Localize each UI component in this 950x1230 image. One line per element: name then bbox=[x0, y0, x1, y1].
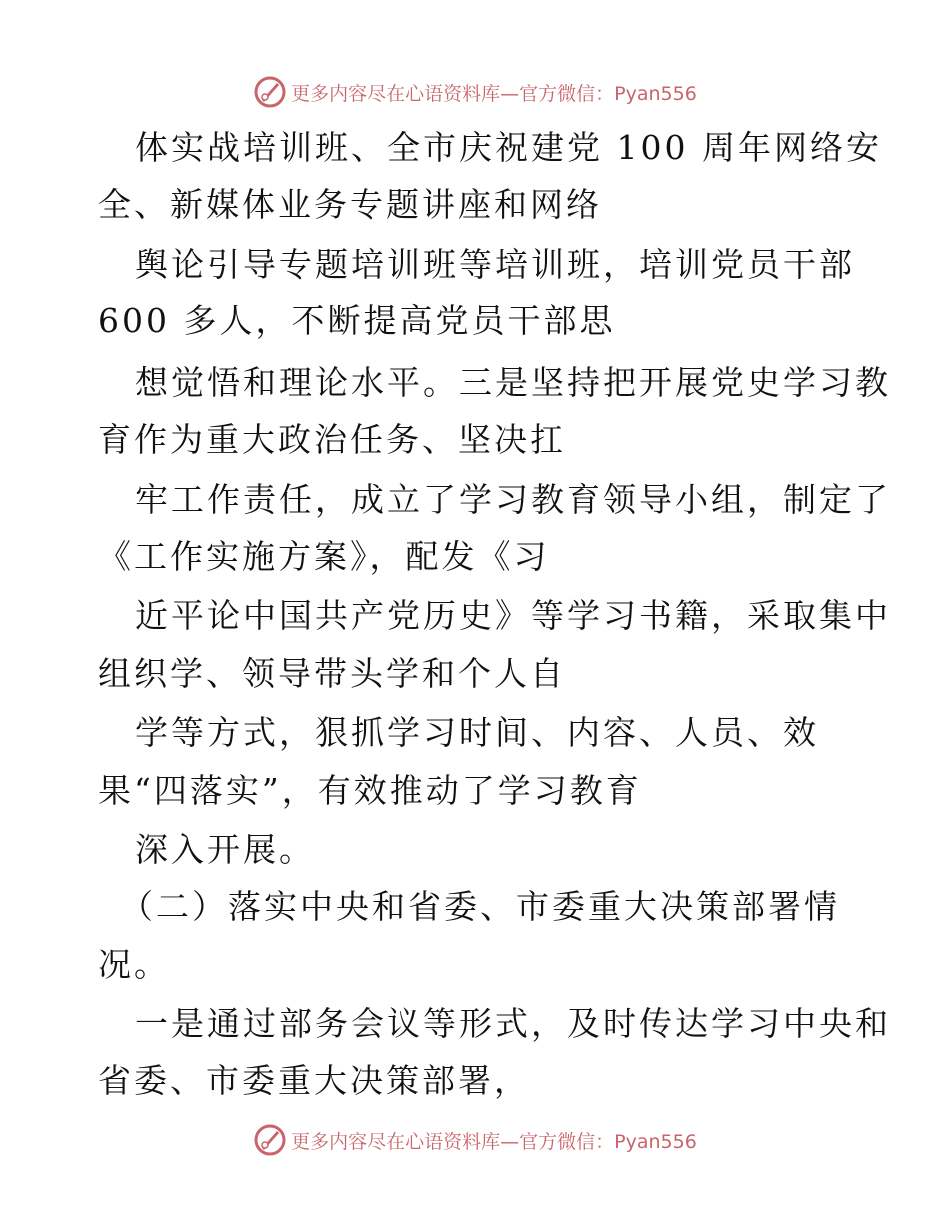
footer-watermark bbox=[0, 1120, 950, 1160]
text-line: 果“四落实”，有效推动了学习教育 bbox=[98, 771, 642, 810]
text-line: 省委、市委重大决策部署， bbox=[98, 1061, 530, 1100]
text-line: 深入开展。 bbox=[135, 830, 315, 869]
text-line: 一是通过部务会议等形式，及时传达学习中央和 bbox=[135, 1004, 891, 1043]
watermark-text: 更多内容尽在心语资料库—官方微信：Pyan556 bbox=[291, 1130, 697, 1153]
text-line: 况。 bbox=[98, 945, 170, 984]
watermark-text: 更多内容尽在心语资料库—官方微信：Pyan556 bbox=[291, 82, 697, 105]
text-line: 全、新媒体业务专题讲座和网络 bbox=[98, 185, 602, 224]
text-line: 舆论引导专题培训班等培训班，培训党员干部 bbox=[135, 245, 855, 284]
header-watermark bbox=[0, 72, 950, 112]
quill-logo-icon bbox=[253, 1123, 287, 1157]
text-line: 体实战培训班、全市庆祝建党 100 周年网络安 bbox=[135, 128, 882, 167]
text-line: 学等方式，狠抓学习时间、内容、人员、效 bbox=[135, 713, 819, 752]
text-line: 组织学、领导带头学和个人自 bbox=[98, 654, 566, 693]
section-heading: （二）落实中央和省委、市委重大决策部署情 bbox=[120, 887, 840, 926]
text-line: 育作为重大政治任务、坚决扛 bbox=[98, 420, 566, 459]
text-line: 近平论中国共产党历史》等学习书籍，采取集中 bbox=[135, 596, 891, 635]
quill-logo-icon bbox=[253, 75, 287, 109]
text-line: 《工作实施方案》，配发《习 bbox=[98, 537, 550, 576]
text-line: 想觉悟和理论水平。三是坚持把开展党史学习教 bbox=[135, 363, 891, 402]
text-line: 牢工作责任，成立了学习教育领导小组，制定了 bbox=[135, 480, 891, 519]
text-line: 600 多人，不断提高党员干部思 bbox=[98, 301, 616, 340]
